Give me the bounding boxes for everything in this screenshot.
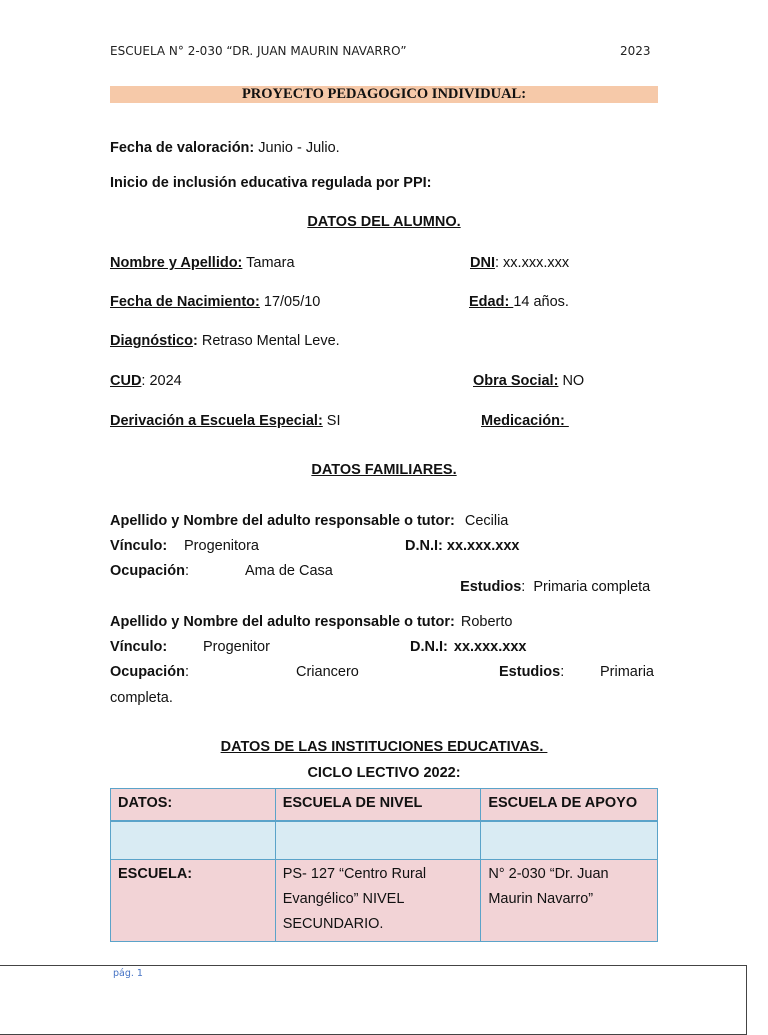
- table-header-cell: ESCUELA DE APOYO: [481, 789, 658, 822]
- tutor1-ocupacion-label: Ocupación: [110, 563, 185, 579]
- derivacion-label: Derivación a Escuela Especial:: [110, 413, 323, 429]
- instituciones-heading: DATOS DE LAS INSTITUCIONES EDUCATIVAS.: [220, 739, 548, 755]
- nacimiento-line: [110, 294, 320, 310]
- tutor1-dni-label: D.N.I:: [405, 538, 443, 554]
- datos-familiares-heading: DATOS FAMILIARES.: [311, 462, 457, 478]
- fecha-valoracion-value: Junio - Julio.: [254, 140, 340, 156]
- tutor1-ocupacion-colon: :: [184, 563, 189, 579]
- derivacion-value: SI: [322, 413, 341, 429]
- tutor2-estudios-cont: completa.: [110, 690, 173, 706]
- dni-value: : xx.xxx.xxx: [494, 255, 570, 271]
- tutor1-estudios-line: [452, 563, 650, 595]
- edad-line: [469, 294, 569, 310]
- table-cell: PS- 127 “Centro Rural Evangélico” NIVEL SECUNDARIO.: [275, 860, 481, 942]
- table-cell: [275, 821, 481, 860]
- obra-social-value: NO: [558, 373, 585, 389]
- tutor1-label: Apellido y Nombre del adulto responsable o tutor:: [110, 513, 455, 529]
- tutor1-line: [110, 513, 508, 529]
- obra-social-line: [473, 373, 584, 389]
- diagnostico-colon: :: [192, 333, 198, 349]
- tutor2-dni-label: D.N.I:: [410, 639, 448, 655]
- edad-value: 14 años.: [513, 294, 569, 310]
- nombre-line: [110, 255, 295, 271]
- tutor1-ocupacion-line: [110, 563, 189, 579]
- nombre-label: Nombre y Apellido:: [110, 255, 243, 271]
- tutor1-value: Cecilia: [464, 513, 509, 529]
- fecha-valoracion-label: Fecha de valoración:: [110, 140, 255, 156]
- tutor2-estudios-label: Estudios: [499, 664, 561, 680]
- tutor2-dni-line: [410, 639, 526, 655]
- table-header-cell: ESCUELA DE NIVEL: [275, 789, 481, 822]
- tutor1-estudios-value: : Primaria completa: [521, 579, 651, 595]
- diagnostico-label: Diagnóstico: [110, 333, 193, 349]
- tutor1-vinculo-label: Vínculo:: [110, 538, 168, 554]
- tutor2-ocupacion-colon: :: [184, 664, 189, 680]
- header-year: 2023: [620, 44, 651, 58]
- tutor1-dni-value: xx.xxx.xxx: [446, 538, 520, 554]
- nombre-value: Tamara: [242, 255, 295, 271]
- inicio-inclusion-label: Inicio de inclusión educativa regulada por PPI:: [110, 175, 432, 191]
- tutor2-ocupacion-label: Ocupación: [110, 664, 185, 680]
- cud-value: : 2024: [141, 373, 182, 389]
- diagnostico-line: [110, 333, 340, 349]
- tutor1-ocupacion-value: Ama de Casa: [245, 563, 333, 579]
- edad-label: Edad:: [469, 294, 514, 310]
- tutor1-estudios-label: Estudios: [460, 579, 522, 595]
- tutor2-line: [110, 614, 512, 630]
- tutor2-estudios-line: [499, 664, 564, 680]
- derivacion-line: [110, 413, 341, 429]
- tutor1-dni-line: [405, 538, 519, 554]
- medicacion-label: Medicación:: [481, 413, 569, 429]
- tutor2-ocupacion-value: Criancero: [296, 664, 359, 680]
- nacimiento-label: Fecha de Nacimiento:: [110, 294, 260, 310]
- table-header-cell: DATOS:: [111, 789, 276, 822]
- table-row: [111, 821, 658, 860]
- dni-line: [470, 255, 569, 271]
- tutor2-vinculo-label: Vínculo:: [110, 639, 168, 655]
- tutor2-vinculo-value: Progenitor: [203, 639, 270, 655]
- datos-alumno-heading: DATOS DEL ALUMNO.: [307, 214, 461, 230]
- table-cell: [111, 821, 276, 860]
- table-cell: N° 2-030 “Dr. Juan Maurin Navarro”: [481, 860, 658, 942]
- table-cell: [481, 821, 658, 860]
- ciclo-lectivo-heading: CICLO LECTIVO 2022:: [307, 765, 461, 781]
- table-row: [111, 860, 658, 942]
- table-header-row: [111, 789, 658, 822]
- dni-label: DNI: [470, 255, 495, 271]
- fecha-valoracion-line: [110, 140, 340, 156]
- tutor2-estudios-value: Primaria: [600, 664, 654, 680]
- page-number: pág. 1: [113, 968, 143, 979]
- document-title: PROYECTO PEDAGOGICO INDIVIDUAL:: [110, 86, 658, 103]
- tutor2-label: Apellido y Nombre del adulto responsable o tutor:: [110, 614, 455, 630]
- instituciones-table: [110, 788, 658, 942]
- tutor2-ocupacion-line: [110, 664, 189, 680]
- school-header: ESCUELA N° 2-030 “DR. JUAN MAURIN NAVARRO”: [110, 44, 407, 58]
- diagnostico-value: Retraso Mental Leve.: [197, 333, 340, 349]
- tutor2-estudios-colon: :: [560, 664, 565, 680]
- tutor1-vinculo-value: Progenitora: [184, 538, 259, 554]
- obra-social-label: Obra Social:: [473, 373, 559, 389]
- cud-label: CUD: [110, 373, 142, 389]
- table-cell: ESCUELA:: [111, 860, 276, 942]
- nacimiento-value: 17/05/10: [259, 294, 321, 310]
- tutor2-dni-value: xx.xxx.xxx: [453, 639, 527, 655]
- tutor2-value: Roberto: [460, 614, 513, 630]
- cud-line: [110, 373, 182, 389]
